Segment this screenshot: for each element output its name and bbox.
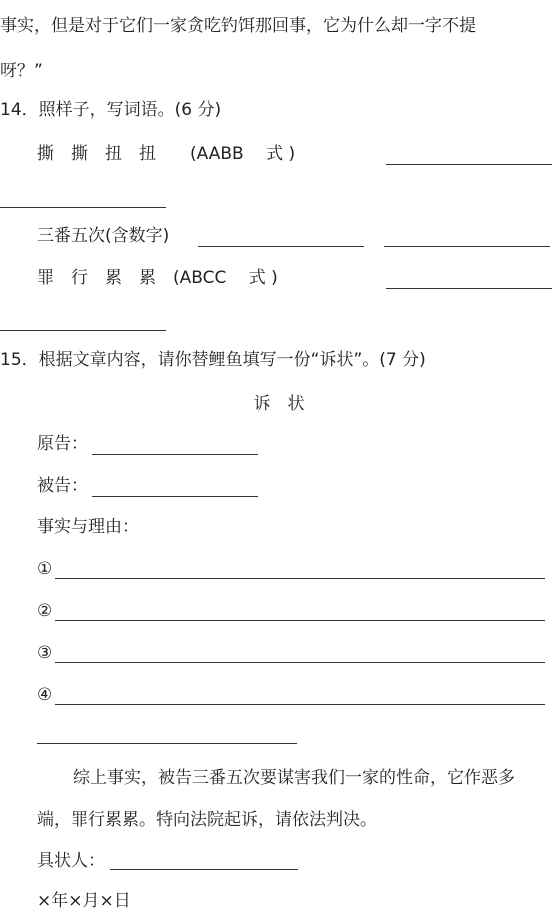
summary-line-1: 综上事实，被告三番五次要谋害我们一家的性命，它作恶多 bbox=[73, 768, 515, 788]
q14-row1-blank-a[interactable] bbox=[386, 164, 552, 165]
fact-item-4-number: ④ bbox=[37, 685, 53, 705]
q14-row3-prompt: 罪 行 累 累 (ABCC 式 ) bbox=[37, 268, 278, 288]
q14-row3-blank-a[interactable] bbox=[386, 288, 552, 289]
defendant-label: 被告： bbox=[37, 476, 88, 496]
signer-label: 具状人： bbox=[37, 851, 105, 871]
fact-item-3-blank[interactable] bbox=[55, 662, 545, 663]
intro-line-1: 事实，但是对于它们一家贪吃钓饵那回事，它为什么却一字不提 bbox=[0, 16, 476, 36]
fact-item-2-blank[interactable] bbox=[55, 620, 545, 621]
fact-continuation-blank[interactable] bbox=[37, 743, 297, 744]
q15-heading: 15．根据文章内容，请你替鲤鱼填写一份“诉状”。(7 分) bbox=[0, 350, 426, 370]
fact-item-1-number: ① bbox=[37, 559, 53, 579]
summary-line-2: 端，罪行累累。特向法院起诉，请依法判决。 bbox=[37, 810, 377, 830]
fact-item-4-blank[interactable] bbox=[55, 704, 545, 705]
defendant-blank[interactable] bbox=[92, 496, 258, 497]
fact-item-3-number: ③ bbox=[37, 643, 53, 663]
q14-row1-prompt: 撕 撕 扭 扭 (AABB 式 ) bbox=[37, 144, 296, 164]
plaintiff-blank[interactable] bbox=[92, 454, 258, 455]
q14-row1-blank-b[interactable] bbox=[0, 207, 166, 208]
fact-item-1-blank[interactable] bbox=[55, 578, 545, 579]
plaintiff-label: 原告： bbox=[37, 434, 88, 454]
complaint-title: 诉 状 bbox=[253, 394, 305, 414]
fact-item-2-number: ② bbox=[37, 601, 53, 621]
date-line: ×年×月×日 bbox=[37, 891, 131, 911]
q14-row2-prompt: 三番五次(含数字) bbox=[37, 226, 170, 246]
signer-blank[interactable] bbox=[110, 869, 298, 870]
q14-row3-blank-b[interactable] bbox=[0, 330, 166, 331]
q14-heading: 14．照样子，写词语。(6 分) bbox=[0, 100, 222, 120]
q14-row2-blank-a[interactable] bbox=[198, 246, 364, 247]
q14-row2-blank-b[interactable] bbox=[384, 246, 550, 247]
facts-label: 事实与理由： bbox=[37, 517, 139, 537]
intro-line-2: 呀？” bbox=[0, 61, 43, 81]
